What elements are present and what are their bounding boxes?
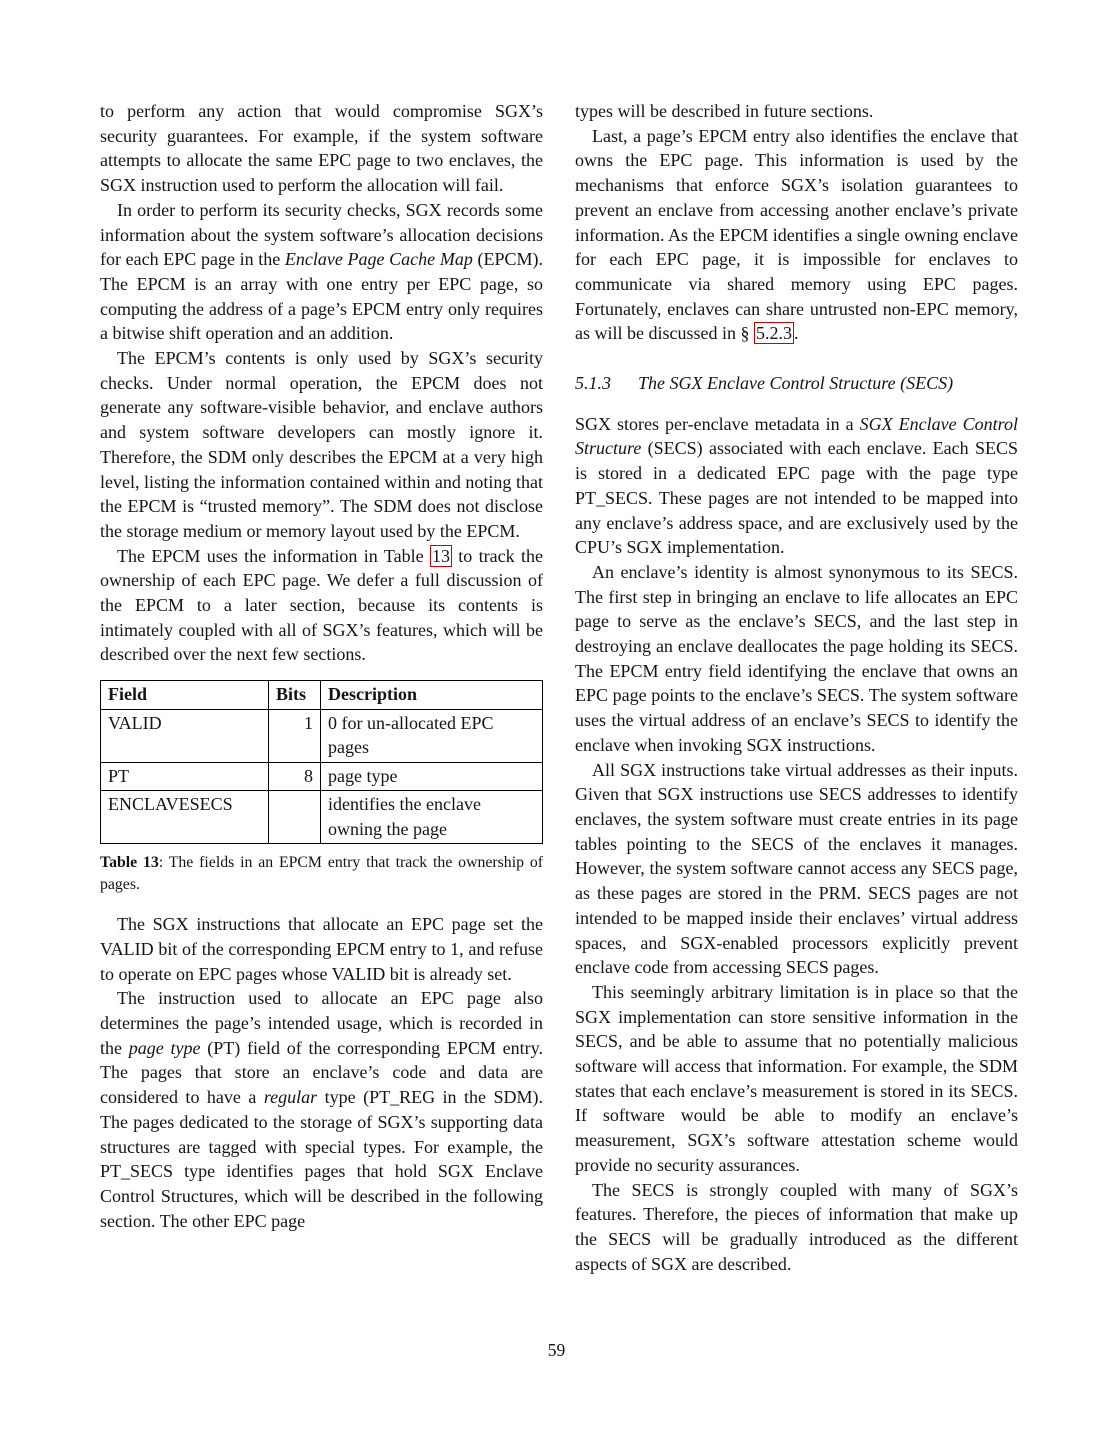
- text-segment: page type: [128, 1037, 201, 1058]
- field-cell: VALID: [101, 709, 269, 762]
- text-segment: All SGX instructions take virtual addresses as their inputs. Given that SGX instructions use SECS addresses to identify enclaves, the system software must create entries in its page tables pointing to the SECS of the enclaves it manages. However, the system software cannot access any SECS page, as these pages are stored in the PRM. SECS pages are not intended to be mapped inside their enclaves’ virtual address spaces, and SGX-enabled processors explicitly prevent enclave code from accessing SECS pages.: [575, 759, 1018, 978]
- text-segment: The EPCM’s contents is only used by SGX’s security checks. Under normal operation, the EPCM does not generate any software-visible behavior, and enclave authors and system software developers can mostly ignore it. Therefore, the SDM only describes the EPCM at a very high level, listing the information contained within and noting that the EPCM is “trusted memory”. The SDM does not disclose the storage medium or memory layout used by the EPCM.: [100, 348, 543, 541]
- table-caption-label: Table 13: [100, 854, 159, 872]
- text-segment: .: [793, 323, 799, 344]
- epcm-fields-table: [100, 680, 543, 844]
- paragraph: [100, 912, 543, 986]
- text-segment: This seemingly arbitrary limitation is in place so that the SGX implementation can store sensitive information in the SECS, and be able to assume that no potentially malicious software will access that information. For example, the SDM states that each enclave’s measurement is stored in its SECS. If software would be able to modify an enclave’s measurement, SGX’s software attestation scheme would provide no security assurances.: [575, 981, 1018, 1175]
- column-header-bits: Bits: [269, 681, 321, 710]
- paragraph: [100, 986, 543, 1233]
- column-header-field: Field: [101, 681, 269, 710]
- field-cell: ENCLAVESECS: [101, 791, 269, 844]
- bits-cell: 1: [269, 709, 321, 762]
- text-segment: The EPCM uses the information in Table: [117, 545, 430, 566]
- text-segment: to perform any action that would compromise SGX’s security guarantees. For example, if the system software attempts to allocate the same EPC page to two enclaves, the SGX instruction used to perform the allocation will fail.: [100, 101, 543, 196]
- subsection-heading: [575, 371, 1018, 396]
- text-segment: (EPCM). The EPCM is an array with one entry per EPC page, so computing the address of a page’s EPCM entry only requires a bitwise shift operation and an addition.: [100, 249, 543, 344]
- description-cell: identifies the enclave owning the page: [321, 791, 543, 844]
- text-segment: The instruction used to allocate an EPC page also determines the page’s intended usage, which is recorded in the: [100, 988, 543, 1058]
- description-cell: page type: [321, 762, 543, 791]
- description-cell: 0 for un-allocated EPC pages: [321, 709, 543, 762]
- paragraph: [575, 758, 1018, 980]
- table-row: [101, 709, 543, 762]
- right-column: [575, 99, 1018, 1276]
- paragraph: [575, 560, 1018, 758]
- paragraph: [575, 124, 1018, 346]
- text-segment: regular: [263, 1087, 318, 1108]
- text-segment: to track the ownership of each EPC page. We defer a full discussion of the EPCM to a later section, because its contents is intimately coupled with all of SGX’s features, which will be described over the next few sections.: [100, 545, 543, 665]
- section-5-2-3-ref-link[interactable]: 5.2.3: [755, 323, 792, 344]
- text-segment: SGX Enclave Control Structure: [575, 413, 1018, 459]
- text-segment: types will be described in future sections.: [575, 101, 874, 121]
- bits-cell: 8: [269, 762, 321, 791]
- text-segment: An enclave’s identity is almost synonymous to its SECS. The first step in bringing an enclave to life allocates an EPC page to serve as the enclave’s SECS, and the last step in destroying an enclave deallocates the page holding its SECS. The EPCM entry field identifying the enclave that owns an EPC page points to the enclave’s SECS. The system software uses the virtual address of an enclave’s SECS to identify the enclave when invoking SGX instructions.: [575, 561, 1018, 755]
- page-number: 59: [547, 1340, 566, 1360]
- subsection-number: 5.1.3: [575, 373, 611, 394]
- paragraph: [100, 198, 543, 346]
- text-segment: The SGX instructions that allocate an EPC page set the VALID bit of the corresponding EPCM entry to 1, and refuse to operate on EPC pages whose VALID bit is already set.: [100, 914, 543, 984]
- column-header-description: Description: [321, 681, 543, 710]
- text-segment: Last, a page’s EPCM entry also identifies the enclave that owns the EPC page. This information is used by the mechanisms that enforce SGX’s isolation guarantees to prevent an enclave from accessing another enclave’s private information. As the EPCM identifies a single owning enclave for each EPC page, it is impossible for enclaves to communicate via shared memory using EPC pages. Fortunately, enclaves can share untrusted non-EPC memory, as will be discussed in §: [575, 125, 1018, 344]
- table-row: [101, 762, 543, 791]
- table-row: [101, 791, 543, 844]
- field-cell: PT: [101, 762, 269, 791]
- table-13-ref-link[interactable]: 13: [431, 545, 450, 566]
- paragraph: [575, 412, 1018, 560]
- text-segment: Enclave Page Cache Map: [284, 249, 473, 270]
- bits-cell: [269, 791, 321, 844]
- paragraph: [100, 99, 543, 198]
- table-caption-text: : The fields in an EPCM entry that track the ownership of pages.: [100, 854, 543, 893]
- table-caption: [100, 852, 543, 895]
- text-segment: type (PT_REG in the SDM). The pages dedicated to the storage of SGX’s supporting data structures are tagged with special types. For example, the PT_SECS type identifies pages that hold SGX Enclave Control Structures, which will be described in the following section. The other EPC page: [100, 1087, 543, 1231]
- paragraph: [575, 99, 1018, 124]
- text-segment: (PT) field of the corresponding EPCM entry. The pages that store an enclave’s code and data are considered to have a: [100, 1037, 543, 1108]
- text-segment: SGX stores per-enclave metadata in a: [575, 413, 860, 434]
- paragraph: [575, 1178, 1018, 1277]
- subsection-title: The SGX Enclave Control Structure (SECS): [638, 373, 954, 394]
- text-segment: In order to perform its security checks, SGX records some information about the system software’s allocation decisions for each EPC page in the: [100, 199, 543, 270]
- text-segment: (SECS) associated with each enclave. Each SECS is stored in a dedicated EPC page with the page type PT_SECS. These pages are not intended to be mapped into any enclave’s address space, and are exclusively used by the CPU’s SGX implementation.: [575, 438, 1018, 558]
- left-column: [100, 99, 543, 1233]
- text-segment: The SECS is strongly coupled with many of SGX’s features. Therefore, the pieces of information that make up the SECS will be gradually introduced as the different aspects of SGX are described.: [575, 1179, 1018, 1274]
- table-header-row: [101, 681, 543, 710]
- paragraph: [575, 980, 1018, 1178]
- paragraph: [100, 346, 543, 544]
- paragraph: [100, 544, 543, 668]
